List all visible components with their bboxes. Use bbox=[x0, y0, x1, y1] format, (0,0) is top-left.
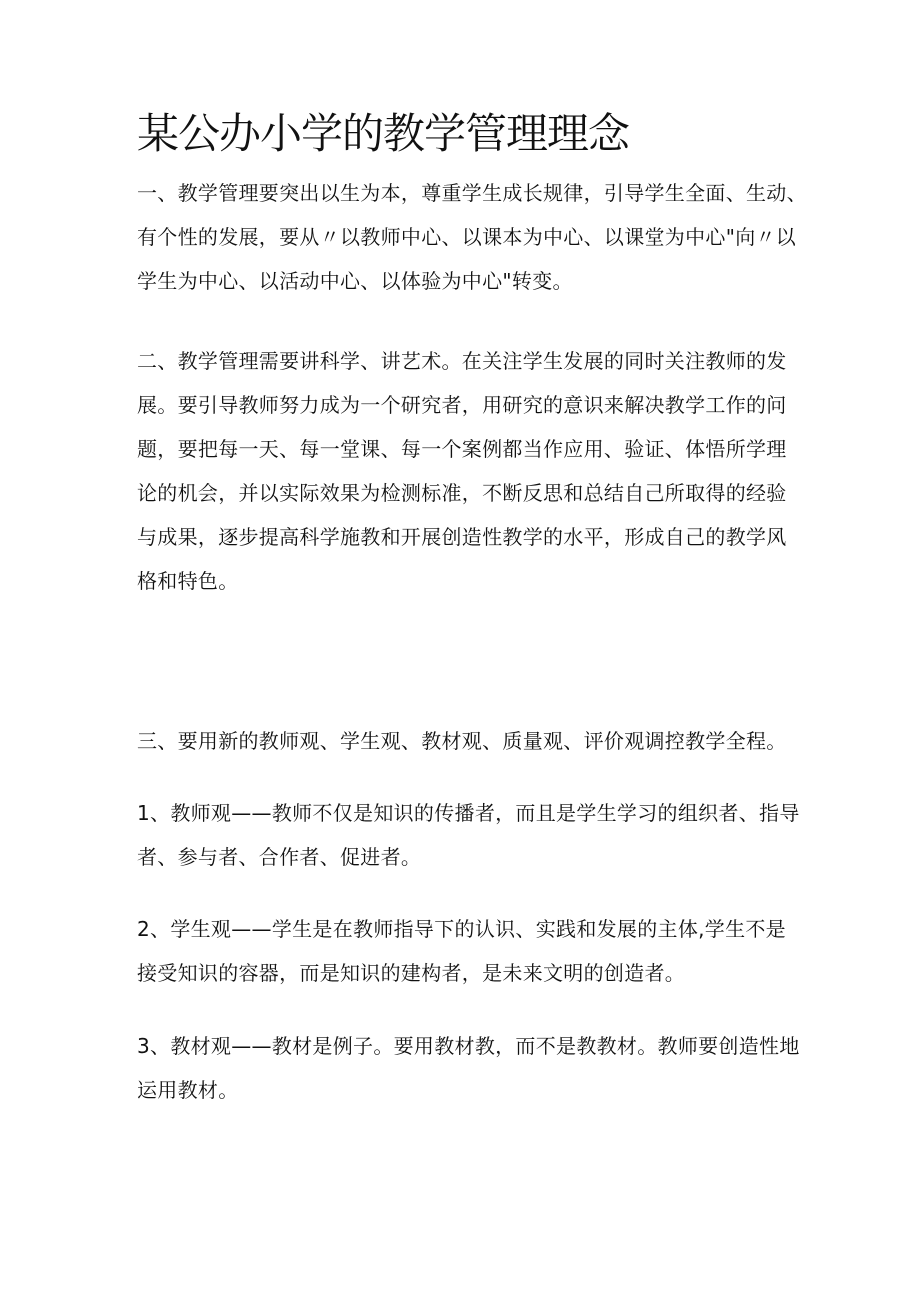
document-title: 某公办小学的教学管理理念 bbox=[137, 109, 630, 158]
paragraph-line: 展。要引导教师努力成为一个研究者，用研究的意识来解决教学工作的问 bbox=[137, 393, 787, 417]
paragraph-line: 三、要用新的教师观、学生观、教材观、质量观、评价观调控教学全程。 bbox=[137, 729, 787, 753]
paragraph-line: 二、教学管理需要讲科学、讲艺术。在关注学生发展的同时关注教师的发 bbox=[137, 349, 787, 373]
paragraph-line: 运用教材。 bbox=[137, 1078, 239, 1102]
paragraph-line: 论的机会，并以实际效果为检测标准，不断反思和总结自己所取得的经验 bbox=[137, 481, 787, 505]
paragraph-line: 格和特色。 bbox=[137, 569, 239, 593]
paragraph-2 bbox=[137, 339, 797, 603]
paragraph-line: 有个性的发展，要从〃以教师中心、以课本为中心、以课堂为中心"向〃以 bbox=[137, 225, 797, 249]
paragraph-line: 与成果，逐步提高科学施教和开展创造性教学的水平，形成自己的教学风 bbox=[137, 525, 787, 549]
paragraph-line: 题，要把每一天、每一堂课、每一个案例都当作应用、验证、体悟所学理 bbox=[137, 437, 787, 461]
paragraph-3 bbox=[137, 719, 797, 763]
paragraph-line: 3、教材观——教材是例子。要用教材教，而不是教教材。教师要创造性地 bbox=[137, 1034, 800, 1058]
paragraph-line: 2、学生观——学生是在教师指导下的认识、实践和发展的主体,学生不是 bbox=[137, 917, 786, 941]
paragraph-4 bbox=[137, 791, 800, 879]
paragraph-line: 1、教师观——教师不仅是知识的传播者，而且是学生学习的组织者、指导 bbox=[137, 801, 800, 825]
paragraph-line: 学生为中心、以活动中心、以体验为中心"转变。 bbox=[137, 269, 573, 293]
paragraph-line: 者、参与者、合作者、促进者。 bbox=[137, 845, 422, 869]
paragraph-line: 接受知识的容器，而是知识的建构者，是未来文明的创造者。 bbox=[137, 961, 686, 985]
paragraph-6 bbox=[137, 1024, 800, 1112]
paragraph-1 bbox=[137, 171, 807, 303]
paragraph-5 bbox=[137, 907, 797, 995]
paragraph-line: 一、教学管理要突出以生为本，尊重学生成长规律，引导学生全面、生动、 bbox=[137, 181, 807, 205]
